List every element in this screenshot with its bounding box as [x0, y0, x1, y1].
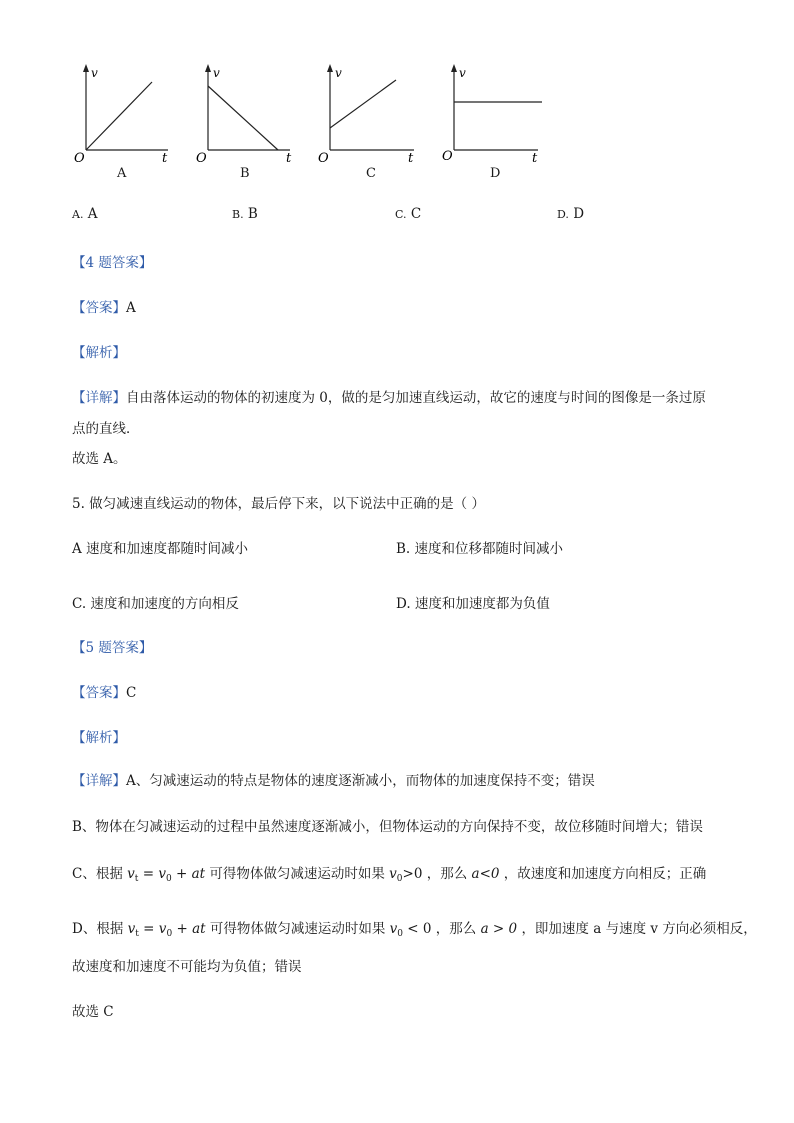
q5-option-d[interactable]: D. 速度和加速度都为负值 — [396, 596, 550, 612]
option-text: A — [87, 206, 98, 222]
line-through-origin — [86, 82, 152, 150]
graph-c-caption: C — [366, 166, 376, 181]
graph-c — [314, 58, 424, 181]
option-letter: C. — [395, 208, 407, 221]
detail-c-post: ，故速度和加速度方向相反；正确 — [503, 866, 707, 882]
vt-graphs — [70, 58, 570, 188]
q5-option-c[interactable]: C. 速度和加速度的方向相反 — [72, 596, 239, 612]
q5-analysis-label: 【解析】 — [72, 730, 126, 746]
y-axis-label: v — [335, 66, 342, 80]
formula-vt-c: $v_t = v_0$ + at — [127, 866, 206, 884]
graph-b — [192, 58, 302, 181]
detail-d-mid: 可得物体做匀减速运动时如果 — [209, 921, 386, 937]
graph-b-caption: B — [240, 166, 250, 181]
x-axis-label: t — [408, 151, 414, 166]
cond-d: $v_0 < 0$ — [389, 921, 432, 939]
detail-c-mid: 可得物体做匀减速运动时如果 — [209, 866, 385, 882]
option-letter: A. — [72, 208, 84, 221]
q5-option-b[interactable]: B. 速度和位移都随时间减小 — [396, 541, 564, 557]
origin-label: O — [442, 149, 453, 164]
q4-option-c[interactable] — [395, 206, 421, 222]
result-d: a > 0 — [480, 921, 518, 937]
formula-vt-d: $v_t = v_0$ + at — [127, 921, 206, 939]
detail-c-pre: C、根据 — [72, 866, 123, 882]
detail-d-mid2: ，那么 — [435, 921, 477, 937]
origin-label: O — [74, 151, 85, 166]
graph-a-caption: A — [117, 166, 127, 181]
result-c: a<0 — [471, 866, 500, 882]
x-axis-label: t — [286, 151, 292, 166]
graph-d-caption: D — [490, 166, 501, 181]
q5-answer-header: 【5 题答案】 — [72, 640, 153, 656]
q5-detail-c — [72, 862, 706, 884]
graph-a — [70, 58, 170, 181]
graph-d — [438, 58, 548, 181]
q5-detail-d — [72, 917, 757, 939]
q4-answer — [72, 296, 136, 316]
y-axis-label: v — [459, 66, 466, 80]
option-text: B — [247, 206, 258, 222]
y-axis-label: v — [91, 66, 98, 80]
offset-increasing-line — [330, 80, 396, 128]
option-text: C — [410, 206, 422, 222]
q4-analysis-label: 【解析】 — [72, 345, 126, 361]
option-text: D — [573, 206, 585, 222]
q5-conclusion: 故选 C — [72, 1004, 114, 1020]
detail-text: A、匀减速运动的特点是物体的速度逐渐减小，而物体的加速度保持不变；错误 — [126, 773, 595, 789]
graph-c-plot — [314, 58, 424, 168]
origin-label: O — [196, 151, 207, 166]
answer-label: 【答案】 — [72, 685, 126, 701]
x-axis-label: t — [532, 151, 538, 166]
detail-d-post: ，即加速度 a 与速度 v 方向必须相反， — [521, 921, 757, 937]
q5-detail-d-line2: 故速度和加速度不可能均为负值；错误 — [72, 959, 302, 975]
q4-option-d[interactable] — [557, 206, 584, 222]
x-axis-label: t — [162, 151, 168, 166]
q5-detail-a — [72, 769, 595, 789]
detail-text: 自由落体运动的物体的初速度为 0，做的是匀加速直线运动，故它的速度与时间的图像是一条过原 — [126, 390, 706, 406]
detail-d-pre: D、根据 — [72, 921, 124, 937]
answer-value: C — [126, 685, 137, 701]
q4-answer-header: 【4 题答案】 — [72, 255, 153, 271]
q4-detail-line2: 点的直线． — [72, 421, 140, 437]
graph-b-plot — [192, 58, 302, 168]
decreasing-line — [208, 86, 278, 150]
answer-value: A — [126, 300, 136, 316]
graph-d-plot — [438, 58, 548, 168]
option-letter: B. — [232, 208, 244, 221]
cond-c: $v_0>0$ — [389, 866, 423, 884]
detail-label: 【详解】 — [72, 390, 126, 406]
q4-option-b[interactable] — [232, 206, 258, 222]
q4-detail-line1 — [72, 386, 706, 406]
origin-label: O — [318, 151, 329, 166]
q4-conclusion: 故选 A。 — [72, 451, 127, 467]
q5-option-a[interactable]: A 速度和加速度都随时间减小 — [72, 541, 249, 557]
graph-a-plot — [70, 58, 170, 168]
q5-answer — [72, 681, 136, 701]
detail-c-mid2: ，那么 — [426, 866, 468, 882]
y-axis-label: v — [213, 66, 220, 80]
q5-question: 5. 做匀减速直线运动的物体，最后停下来，以下说法中正确的是（ ） — [72, 496, 485, 512]
q4-option-a[interactable] — [72, 206, 98, 222]
detail-label: 【详解】 — [72, 773, 126, 789]
answer-label: 【答案】 — [72, 300, 126, 316]
option-letter: D. — [557, 208, 569, 221]
q5-detail-b: B、物体在匀减速运动的过程中虽然速度逐渐减小，但物体运动的方向保持不变，故位移随时间增大；错误 — [72, 819, 703, 835]
